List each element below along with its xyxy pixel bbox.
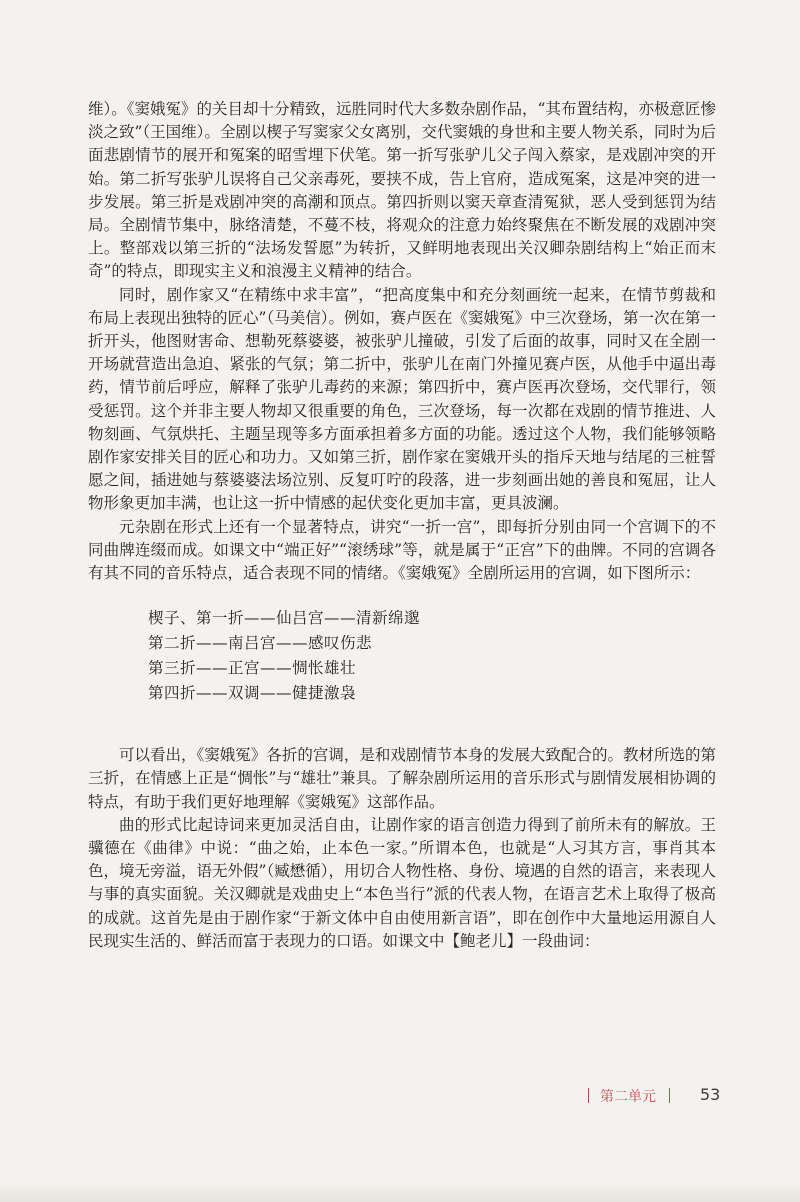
page-footer xyxy=(588,1085,738,1109)
scheme-line: 第三折——正宫——惆怅雄壮 xyxy=(148,659,357,678)
scheme-line: 楔子、第一折——仙吕宫——清新绵邈 xyxy=(148,609,421,628)
spacer xyxy=(88,585,716,606)
scheme-line: 第四折——双调——健捷激袅 xyxy=(148,684,357,703)
paragraph-language: 曲的形式比起诗词来更加灵活自由，让剧作家的语言创造力得到了前所未有的解放。王骥德在《曲律》中说：“曲之始，止本色一家。”所谓本色，也就是“人习其方言，事肖其本色，境无旁溢，语无外假”（臧懋循），用切合人物性格、身份、境遇的自然的语言，来表现人与事的真实面貌。关汉卿就是戏曲史上“本色当行”派的代表人物，在语言艺术上取得了极高的成就。这首先是由于剧作家“于新文体中自由使用新言语”，即在创作中大量地运用源自人民现实生活的、鲜活而富于表现力的口语。如课文中【鲍老儿】一段曲词： xyxy=(88,815,716,950)
paragraph-musical-mode: 元杂剧在形式上还有一个显著特点，讲究“一折一宫”，即每折分别由同一个宫调下的不同曲牌连缀而成。如课文中“端正好”“滚绣球”等，就是属于“正宫”下的曲牌。不同的宫调各有其不同的音乐特点，适合表现不同的情绪。《窦娥冤》全剧所运用的宫调，如下图所示： xyxy=(88,517,716,583)
scheme-line: 第二折——南吕宫——感叹伤悲 xyxy=(148,634,373,653)
paragraph-character-sai-luyi: 同时，剧作家又“在精练中求丰富”，“把高度集中和充分刻画统一起来，在情节剪裁和布局上表现出独特的匠心”（马美信）。例如，赛卢医在《窦娥冤》中三次登场，第一次在第一折开头，他图财害命、想勒死蔡婆婆，被张驴儿撞破，引发了后面的故事，同时又在全剧一开场就营造出急迫、紧张的气氛；第二折中，张驴儿在南门外撞见赛卢医，从他手中逼出毒药，情节前后呼应，解释了张驴儿毒药的来源；第四折中，赛卢医再次登场，交代罪行，领受惩罚。这个并非主要人物却又很重要的角色，三次登场，每一次都在戏剧的情节推进、人物刻画、气氛烘托、主题呈现等多方面承担着多方面的功能。透过这个人物，我们能够领略剧作家安排关目的匠心和功力。又如第三折，剧作家在窦娥开头的指斥天地与结尾的三桩誓愿之间，插进她与蔡婆婆法场泣别、反复叮咛的段落，进一步刻画出她的善良和冤屈，让人物形象更加丰满，也让这一折中情感的起伏变化更加丰富，更具波澜。 xyxy=(88,285,716,513)
page-edge-shadow xyxy=(0,1182,800,1202)
paragraph-plot-structure: 维）。《窦娥冤》的关目却十分精致，远胜同时代大多数杂剧作品，“其布置结构，亦极意匠惨淡之致”（王国维）。全剧以楔子写窦家父女离别，交代窦娥的身世和主要人物关系，同时为后面悲剧情节的展开和冤案的昭雪埋下伏笔。第一折写张驴儿父子闯入蔡家，是戏剧冲突的开始。第二折写张驴儿误将自己父亲毒死，要挟不成，告上官府，造成冤案，这是冲突的进一步发展。第三折是戏剧冲突的高潮和顶点。第四折则以窦天章查清冤狱，恶人受到惩罚为结局。全剧情节集中，脉络清楚，不蔓不枝，将观众的注意力始终聚焦在不断发展的戏剧冲突上。整部戏以第三折的“法场发誓愿”为转折，又鲜明地表现出关汉卿杂剧结构上“始正而末奇”的特点，即现实主义和浪漫主义精神的结合。 xyxy=(88,100,716,281)
page-number: 53 xyxy=(700,1085,721,1104)
footer-divider-left xyxy=(588,1088,589,1103)
unit-label: 第二单元 xyxy=(600,1089,656,1105)
spacer xyxy=(88,706,716,744)
gongdiao-scheme xyxy=(148,606,716,706)
body-text xyxy=(88,98,716,953)
footer-divider-right xyxy=(669,1088,670,1103)
paragraph-mode-and-plot: 可以看出，《窦娥冤》各折的宫调，是和戏剧情节本身的发展大致配合的。教材所选的第三折，在情感上正是“惆怅”与“雄壮”兼具。了解杂剧所运用的音乐形式与剧情发展相协调的特点，有助于我们更好地理解《窦娥冤》这部作品。 xyxy=(88,746,716,811)
